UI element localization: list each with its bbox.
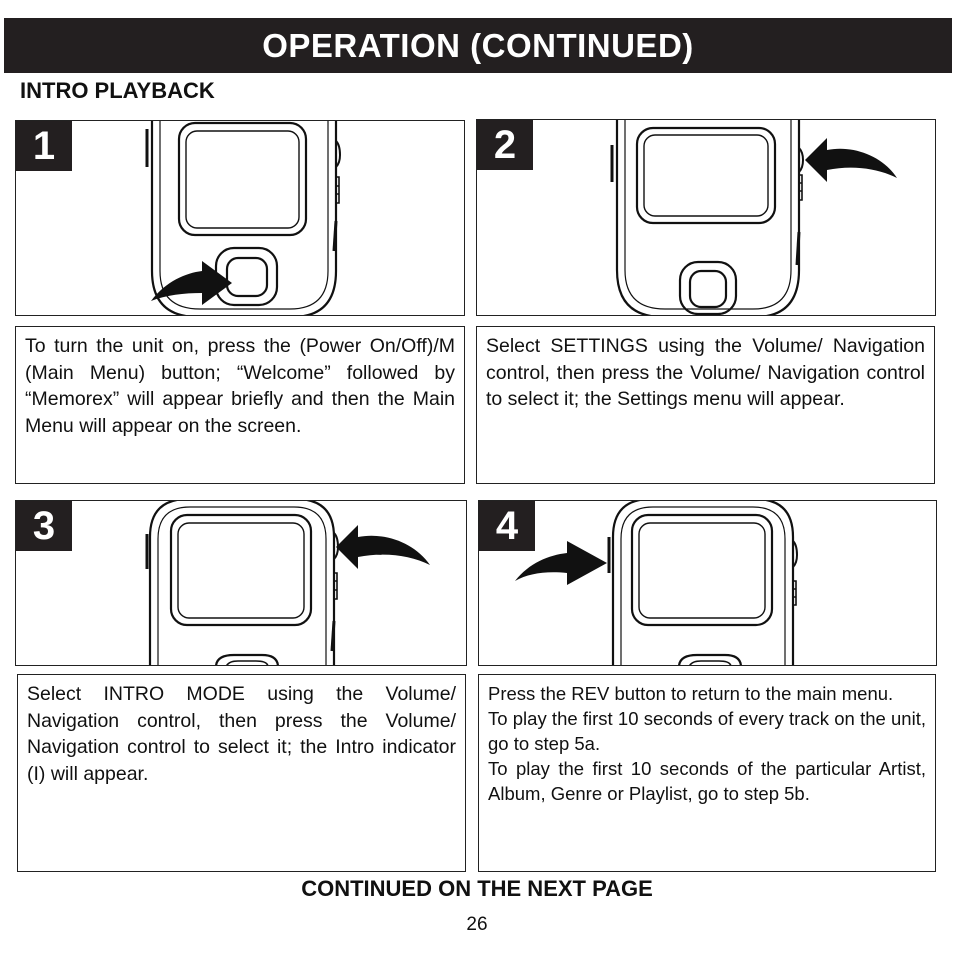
device-illustration <box>477 120 935 315</box>
step-3-text <box>17 674 466 872</box>
step-2-figure <box>476 119 936 316</box>
step-2-badge: 2 <box>477 120 533 170</box>
step-1-paragraph: To turn the unit on, press the (Power On/Off)/M (Main Menu) button; “Welcome” followed by “Memorex” will appear briefly and then the Main Menu will appear on the screen. <box>25 335 455 437</box>
step-1-badge: 1 <box>16 121 72 171</box>
step-4-paragraph-1: Press the REV button to return to the main menu. <box>488 683 894 704</box>
step-4-text <box>478 674 936 872</box>
section-title: INTRO PLAYBACK <box>20 78 215 103</box>
device-illustration <box>479 501 936 665</box>
page-header: OPERATION (CONTINUED) <box>4 18 952 73</box>
step-3-figure <box>15 500 467 666</box>
step-4-badge: 4 <box>479 501 535 551</box>
step-4-paragraph-2: To play the first 10 seconds of every track on the unit, go to step 5a. <box>488 708 926 754</box>
continued-notice: CONTINUED ON THE NEXT PAGE <box>301 876 653 901</box>
step-1-figure <box>15 120 465 316</box>
step-2-text <box>476 326 935 484</box>
step-1-text <box>15 326 465 484</box>
step-4-figure <box>478 500 937 666</box>
device-illustration <box>16 501 466 665</box>
step-3-paragraph: Select INTRO MODE using the Volume/ Navigation control, then press the Volume/ Navigation control to select it; the Intro indicator (I) will appear. <box>27 683 456 785</box>
page-number: 26 <box>466 914 488 935</box>
step-2-paragraph: Select SETTINGS using the Volume/ Navigation control, then press the Volume/ Navigation control to select it; the Settings menu will appear. <box>486 335 925 410</box>
step-3-badge: 3 <box>16 501 72 551</box>
step-4-paragraph-3: To play the first 10 seconds of the particular Artist, Album, Genre or Playlist, go to step 5b. <box>488 758 926 804</box>
device-illustration <box>16 121 464 315</box>
